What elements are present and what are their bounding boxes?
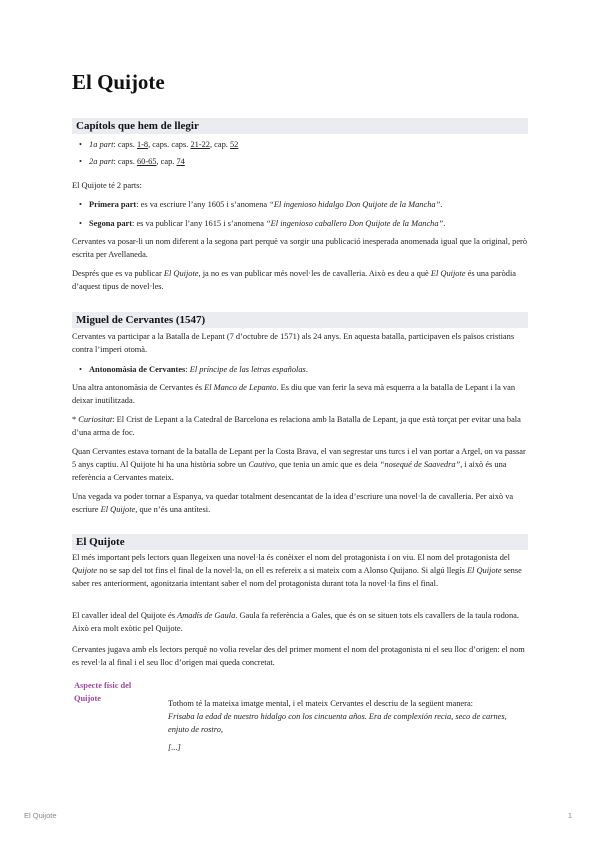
text: Després que es va publicar	[72, 269, 164, 278]
part-text: : es va publicar l’any 1615 i s’anomena	[132, 219, 267, 228]
part-title: “El ingenioso caballero Don Quijote de la Mancha”	[266, 219, 444, 228]
aside-title: Aspecte físic del Quijote	[74, 681, 132, 703]
chapter-part-label: 2a part	[89, 157, 114, 166]
list-item	[80, 364, 528, 377]
page-number: 1	[567, 811, 572, 820]
part-text: .	[443, 219, 446, 228]
list-item	[80, 199, 528, 212]
text: Amadís de Gaula	[177, 611, 236, 620]
text: . Es diu que van ferir la seva mà esquerra a la batalla de Lepant i la van deixar inutilitzada.	[72, 383, 516, 405]
footer-title: El Quijote	[24, 811, 57, 820]
chapter-text: : caps.	[113, 140, 137, 149]
text: El més important pels lectors quan llegeixen una novel·la és conèixer el nom del protagonista i on viu. El nom del protagonista del	[72, 553, 510, 562]
text: Curiositat	[78, 415, 113, 424]
text: El Manco de Lepanto	[204, 383, 277, 392]
text: “nosequé de Saavedra”	[379, 459, 461, 469]
list-item	[80, 218, 528, 231]
text: és una paròdia d’aquest tipus de novel·les.	[72, 269, 516, 291]
quote-intro: Tothom té la mateixa imatge mental, i el mateix Cervantes el descriu de la següent manera:	[168, 699, 473, 708]
text: , ja no es van publicar més novel·les de cavalleria. Això es deu a què	[198, 269, 431, 278]
part-label: Segona part	[89, 219, 133, 228]
paragraph: Cervantes jugava amb els lectors perquè no volia revelar des del primer moment el nom del protagonista ni el seu lloc d’origen: el nom es revel·la al final i el seu lloc d’origen mai queda concretat.	[72, 645, 525, 667]
chapter-text: , cap.	[156, 157, 177, 166]
chapter-part-label: 1a part	[89, 140, 114, 149]
text: Antonomàsia de Cervantes	[89, 365, 186, 374]
text: Cautivo	[248, 459, 275, 469]
chapter-link[interactable]: 21-22	[190, 140, 210, 149]
text: , que tenia un amic que es deia	[274, 459, 380, 469]
section-heading-cervantes: Miguel de Cervantes (1547)	[72, 312, 528, 328]
text: El Quijote	[100, 504, 136, 514]
paragraph	[72, 268, 528, 294]
text: Una vegada va poder tornar a Espanya, va quedar totalment desencantat de la idea d’escriure una novel·la de cavalleria. Per això va escriure	[72, 492, 514, 514]
paragraph: Cervantes va participar a la Batalla de Lepant (7 d’octubre de 1571) als 24 anys. En aquesta batalla, participaven els països cristians contra l’imperi otomà.	[72, 332, 515, 354]
text: Frisaba la edad de nuestro hidalgo con los cincuenta años. Era de complexión recia, seco de carnes, enjuto de rostro,	[168, 712, 507, 734]
paragraph	[72, 446, 528, 484]
text: Una altra antonomàsia de Cervantes és	[72, 383, 205, 392]
text: , que n’és una antítesi.	[135, 504, 211, 514]
chapter-text: : caps.	[113, 157, 137, 166]
quote-text	[168, 711, 528, 737]
chapter-text: , cap.	[209, 140, 230, 149]
paragraph	[72, 552, 528, 590]
chapter-link[interactable]: 74	[176, 157, 185, 166]
text: El cavaller ideal del Quijote és	[72, 611, 178, 620]
part-title: “El ingenioso hidalgo Don Quijote de la Mancha”	[269, 200, 441, 209]
text: no se sap del tot fins el final de la novel·la, on ell es refereix a si mateix com a Alonso Quijano. Si algú llegís	[97, 565, 467, 575]
part-text: : es va escriure l’any 1605 i s’anomena	[136, 200, 270, 209]
chapter-link[interactable]: 1-8	[136, 140, 149, 149]
paragraph	[72, 610, 528, 636]
text: El Quijote	[466, 565, 502, 575]
text: . Gaula fa referència a Gales, que és on se situen tots els cavallers de la taula rodona. Això era molt exòtic pel Quijote.	[72, 611, 519, 633]
text: : El Crist de Lepant a la Catedral de Barcelona es relaciona amb la Batalla de Lepant, ja que està torçat per evitar una bala d’una arma de foc.	[72, 415, 521, 437]
section-heading-chapters: Capítols que hem de llegir	[72, 118, 528, 134]
list-item	[80, 156, 528, 169]
chapter-link[interactable]: 52	[229, 140, 239, 149]
paragraph	[72, 491, 528, 517]
text: *	[72, 415, 79, 424]
text: El Quijote	[430, 269, 466, 278]
page-title: El Quijote	[72, 70, 165, 94]
text: :	[185, 365, 190, 374]
part-text: .	[440, 200, 443, 209]
list-item	[80, 139, 528, 152]
text: , i això és una referència a Cervantes mateix.	[72, 459, 507, 482]
paragraph	[72, 382, 528, 408]
paragraph: Cervantes va posar-li un nom diferent a la segona part perquè va sorgir una publicació inesperada anomenada igual que la original, però escrita per Avellaneda.	[72, 237, 528, 259]
part-label: Primera part	[89, 200, 137, 209]
chapter-link[interactable]: 60-65	[136, 157, 157, 166]
quote-ellipsis	[168, 742, 528, 755]
paragraph	[72, 414, 528, 440]
text: Quan Cervantes estava tornant de la batalla de Lepant per la Costa Brava, el van segrestar uns turcs i el van portar a Argel, on va passar 5 anys captiu. Al Quijote hi ha una història sobre un	[72, 447, 526, 469]
intro-paragraph: El Quijote té 2 parts:	[72, 181, 142, 190]
text: .	[305, 365, 308, 374]
section-heading-quijote: El Quijote	[72, 534, 528, 550]
text: El príncipe de las letras españolas	[189, 365, 306, 374]
text: sense saber res anteriorment, agonitzaria intentant saber el nom del protagonista durant tota la novel·la fins el final.	[72, 565, 522, 588]
text: Quijote	[72, 565, 98, 575]
chapter-text: , caps. caps.	[148, 140, 191, 149]
text: [...]	[168, 743, 181, 752]
text: El Quijote	[163, 269, 199, 278]
